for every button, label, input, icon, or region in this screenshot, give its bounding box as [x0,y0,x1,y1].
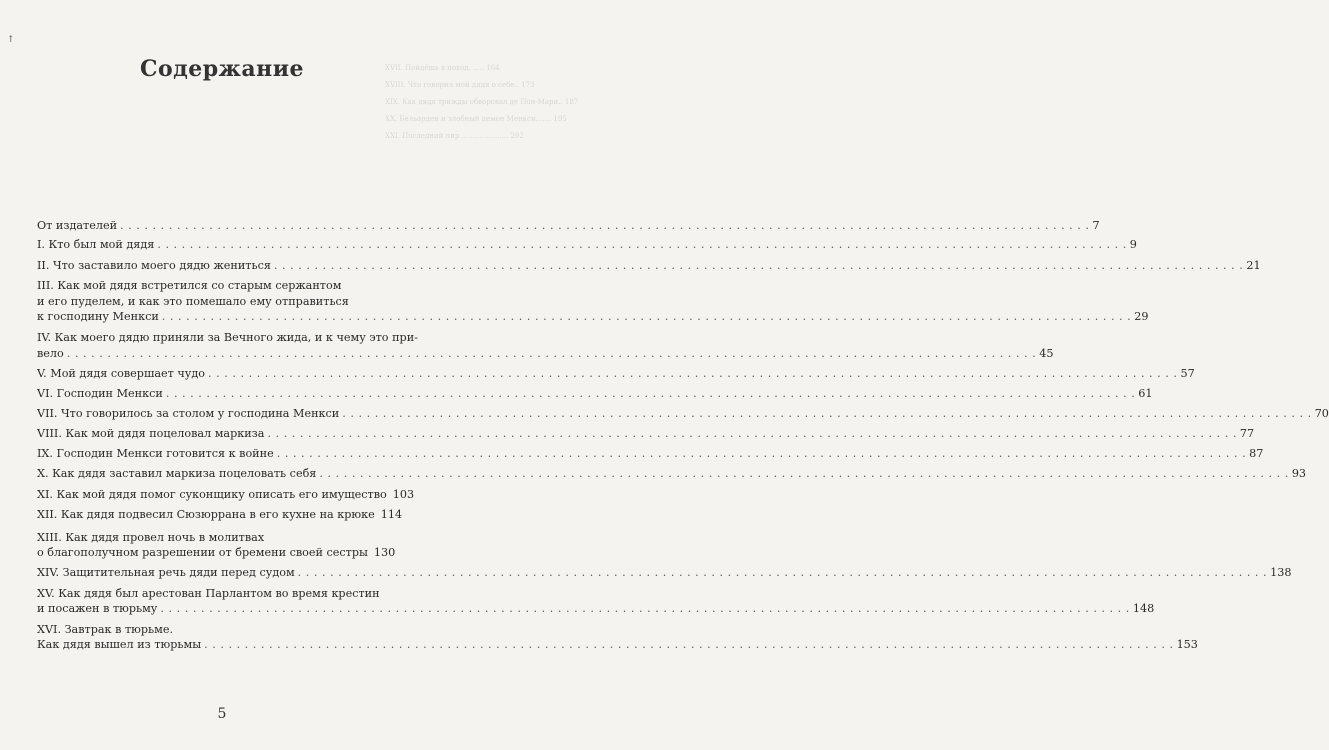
dot-leader: . . . . . . . . . . . . . . . . . . . . . . . . . . . . . . . . . . . . . . . . . . . . . . . . . . . . . . . . . . . . . . . . . . . . . . . . . . . . . . . . . . . . . . . . . . . . . . . . . . . . . . . . . . . . . . . . . . . . . . . . [160,602,1130,616]
toc-entry[interactable] [37,565,1292,580]
toc-entry-line-wrap [37,586,389,601]
toc-page-number: 29 [1134,310,1149,324]
toc-page-number: 61 [1138,386,1153,400]
toc-entry-title: IV. Как моего дядю приняли за Вечного жида, и к чему это при- [37,331,418,345]
toc-entry[interactable] [37,622,1198,653]
toc-page-number: 138 [1270,566,1292,580]
toc-entry-title: XVI. Завтрак в тюрьме. [37,622,173,636]
dot-leader: . . . . . . . . . . . . . . . . . . . . . . . . . . . . . . . . . . . . . . . . . . . . . . . . . . . . . . . . . . . . . . . . . . . . . . . . . . . . . . . . . . . . . . . . . . . . . . . . . . . . . . . . . . . . . . . . . . . . . . . . [319,467,1289,481]
toc-entry-line [37,601,1155,616]
toc-entry-title: к господину Менкси [37,310,159,324]
toc-page-number: 57 [1180,367,1195,381]
toc-entry-title: XIII. Как дядя провел ночь в молитвах [37,530,265,544]
toc-page-number: 45 [1039,346,1054,360]
dot-leader: . . . . . . . . . . . . . . . . . . . . . . . . . . . . . . . . . . . . . . . . . . . . . . . . . . . . . . . . . . . . . . . . . . . . . . . . . . . . . . . . . . . . . . . . . . . . . . . . . . . . . . . . . . . . . . . . . . . . . . . . [157,238,1127,252]
toc-entry-line [37,466,1307,481]
page-number: 5 [217,706,227,722]
toc-page-number: 87 [1249,446,1264,460]
toc-entry-title: II. Что заставило моего дядю жениться [37,258,271,272]
toc-entry-title: и посажен в тюрьму [37,602,158,616]
toc-page-number: 130 [373,545,396,559]
toc-entry-line-wrap [37,278,389,293]
toc-entry-title: о благополучном разрешении от бремени своей сестры [37,545,368,559]
toc-entry-line [37,507,403,522]
dot-leader: . . . . . . . . . . . . . . . . . . . . . . . . . . . . . . . . . . . . . . . . . . . . . . . . . . . . . . . . . . . . . . . . . . . . . . . . . . . . . . . . . . . . . . . . . . . . . . . . . . . . . . . . . . . . . . . . . . . . . . . . [204,637,1174,651]
toc-entry-line [37,366,1195,381]
show-through-line: XIX. Как дядя трижды обворовал де Пон-Мари.. 187 [385,98,579,106]
toc-entry[interactable] [37,406,1329,421]
toc-entry-line-wrap [37,622,389,637]
toc-entry-title: XII. Как дядя подвесил Сюзюррана в его кухне на крюке [37,508,375,522]
toc-entry-title: XIV. Защитительная речь дяди перед судом [37,566,295,580]
toc-page-number: 21 [1246,258,1261,272]
toc-entry-line [37,565,1292,580]
toc-entry[interactable] [37,426,1255,441]
toc-entry-title: IX. Господин Менкси готовится к войне [37,446,274,460]
toc-entry-line [37,487,415,502]
toc-entry[interactable] [37,507,403,522]
toc-entry-line [37,237,1137,252]
toc-entry[interactable] [37,237,1137,252]
dot-leader: . . . . . . . . . . . . . . . . . . . . . . . . . . . . . . . . . . . . . . . . . . . . . . . . . . . . . . . . . . . . . . . . . . . . . . . . . . . . . . . . . . . . . . . . . . . . . . . . . . . . . . . . . . . . . . . . . . . . . . . . [342,407,1312,421]
toc-page-number: 114 [380,508,403,522]
toc-entry-title: I. Кто был мой дядя [37,238,155,252]
toc-entry-line [37,258,1261,273]
toc-entry[interactable] [37,466,1307,481]
toc-entry-title: VIII. Как мой дядя поцеловал маркиза [37,427,265,441]
toc-entry-title: От издателей [37,219,118,232]
table-of-contents [37,218,1329,652]
toc-entry-line [37,446,1264,461]
dot-leader: . . . . . . . . . . . . . . . . . . . . . . . . . . . . . . . . . . . . . . . . . . . . . . . . . . . . . . . . . . . . . . . . . . . . . . . . . . . . . . . . . . . . . . . . . . . . . . . . . . . . . . . . . . . . . . . . . . . . . . . . [276,446,1247,460]
toc-entry-title: VII. Что говорилось за столом у господина Менкси [37,407,340,421]
dot-leader: . . . . . . . . . . . . . . . . . . . . . . . . . . . . . . . . . . . . . . . . . . . . . . . . . . . . . . . . . . . . . . . . . . . . . . . . . . . . . . . . . . . . . . . . . . . . . . . . . . . . . . . . . . . . . . . . . . . . . . . . [161,310,1132,324]
toc-entry[interactable] [37,586,1155,617]
toc-entry-line [37,545,396,560]
toc-page-number: 153 [1176,637,1198,651]
toc-entry-line-wrap [37,330,418,345]
toc-entry-title: Как дядя вышел из тюрьмы [37,637,202,651]
dot-leader: . . . . . . . . . . . . . . . . . . . . . . . . . . . . . . . . . . . . . . . . . . . . . . . . . . . . . . . . . . . . . . . . . . . . . . . . . . . . . . . . . . . . . . . . . . . . . . . . . . . . . . . . . . . . . . . . . . . . . . . . [267,427,1237,441]
toc-entry-title: V. Мой дядя совершает чудо [37,367,206,381]
toc-page-number: 103 [392,487,415,501]
toc-entry-line-wrap [37,294,389,309]
toc-page-number: 77 [1239,427,1255,441]
toc-entry-line-wrap [37,530,389,545]
show-through-line: XVII. Пойдёшь в поход. ..... 164 [385,64,500,72]
toc-entry[interactable] [37,278,1149,324]
toc-entry-title: III. Как мой дядя встретился со старым сержантом [37,279,342,293]
toc-entry-line [37,218,1100,233]
toc-entry[interactable] [37,530,396,561]
toc-entry-title: XV. Как дядя был арестован Парлантом во время крестин [37,586,380,600]
toc-entry[interactable] [37,258,1261,273]
toc-entry-line [37,637,1198,652]
toc-entry-title: X. Как дядя заставил маркиза поцеловать себя [37,467,317,481]
toc-entry[interactable] [37,386,1153,401]
toc-entry-title: вело [37,346,64,360]
toc-page-number: 70 [1314,407,1329,421]
toc-entry-line [37,426,1255,441]
toc-entry-line [37,309,1149,324]
dot-leader: . . . . . . . . . . . . . . . . . . . . . . . . . . . . . . . . . . . . . . . . . . . . . . . . . . . . . . . . . . . . . . . . . . . . . . . . . . . . . . . . . . . . . . . . . . . . . . . . . . . . . . . . . . . . . . . . . . . . . . . . [120,219,1090,232]
toc-entry-title: и его пуделем, и как это помешало ему отправиться [37,294,349,308]
dot-leader: . . . . . . . . . . . . . . . . . . . . . . . . . . . . . . . . . . . . . . . . . . . . . . . . . . . . . . . . . . . . . . . . . . . . . . . . . . . . . . . . . . . . . . . . . . . . . . . . . . . . . . . . . . . . . . . . . . . . . . . . [66,346,1037,360]
page-title: Содержание [139,56,305,82]
toc-entry-title: XI. Как мой дядя помог суконщику описать его имущество [37,487,387,501]
toc-page-number: 9 [1129,238,1137,252]
toc-entry-title: VI. Господин Менкси [37,386,163,400]
toc-entry[interactable] [37,330,1054,361]
dot-leader: . . . . . . . . . . . . . . . . . . . . . . . . . . . . . . . . . . . . . . . . . . . . . . . . . . . . . . . . . . . . . . . . . . . . . . . . . . . . . . . . . . . . . . . . . . . . . . . . . . . . . . . . . . . . . . . . . . . . . . . . [165,386,1136,400]
dot-leader: . . . . . . . . . . . . . . . . . . . . . . . . . . . . . . . . . . . . . . . . . . . . . . . . . . . . . . . . . . . . . . . . . . . . . . . . . . . . . . . . . . . . . . . . . . . . . . . . . . . . . . . . . . . . . . . . . . . . . . . . [208,367,1178,381]
toc-entry[interactable] [37,446,1264,461]
toc-page-number: 148 [1132,602,1155,616]
show-through-line: XX. Бельарден и злобный демон Менкси....... 195 [385,115,567,123]
toc-entry[interactable] [37,487,415,502]
toc-entry-line [37,406,1329,421]
toc-entry[interactable] [37,218,1100,233]
dot-leader: . . . . . . . . . . . . . . . . . . . . . . . . . . . . . . . . . . . . . . . . . . . . . . . . . . . . . . . . . . . . . . . . . . . . . . . . . . . . . . . . . . . . . . . . . . . . . . . . . . . . . . . . . . . . . . . . . . . . . . . . [297,566,1268,580]
toc-page-number: 7 [1092,219,1100,232]
toc-entry[interactable] [37,366,1195,381]
show-through-line: XVIII. Что говорил мой дядя о себе.. 173 [385,81,535,89]
toc-entry-line [37,346,1054,361]
toc-entry-line [37,386,1153,401]
show-through-line: XXI. Последний пир ..................... 202 [385,132,524,140]
toc-page-number: 93 [1291,467,1307,481]
dot-leader: . . . . . . . . . . . . . . . . . . . . . . . . . . . . . . . . . . . . . . . . . . . . . . . . . . . . . . . . . . . . . . . . . . . . . . . . . . . . . . . . . . . . . . . . . . . . . . . . . . . . . . . . . . . . . . . . . . . . . . . . [273,258,1244,272]
corner-mark: ↑ [7,35,15,45]
